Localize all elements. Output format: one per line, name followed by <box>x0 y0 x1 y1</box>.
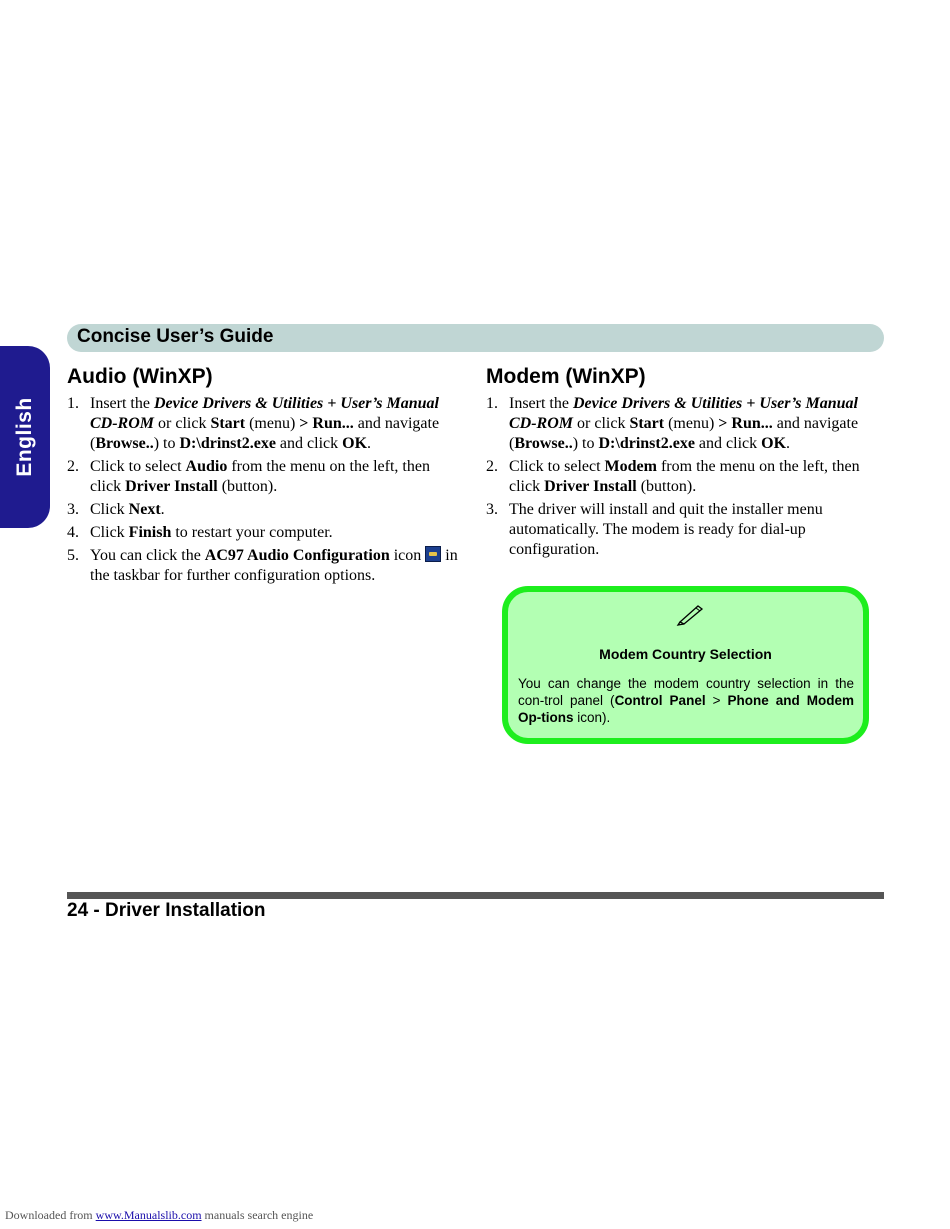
audio-step-1 <box>67 394 462 454</box>
note-title: Modem Country Selection <box>599 646 772 662</box>
step-text: in the taskbar for further configuration options. <box>90 547 458 584</box>
step-bold: Modem <box>604 458 657 475</box>
step-bold: Audio <box>185 458 228 475</box>
step-text: Click to select <box>90 458 186 475</box>
step-text: or click <box>573 415 630 432</box>
audio-section <box>67 364 462 589</box>
ac97-audio-icon <box>425 546 441 562</box>
note-text: icon). <box>573 710 611 725</box>
step-text: icon <box>389 547 426 564</box>
watermark <box>5 1208 313 1223</box>
step-text: (menu) <box>664 415 719 432</box>
modem-step-1 <box>486 394 881 454</box>
step-bold: > Run... <box>299 415 354 432</box>
step-text: ) to <box>572 435 599 452</box>
note-text: > <box>705 693 728 708</box>
step-number: 2. <box>67 458 79 475</box>
modem-steps <box>486 394 881 560</box>
step-text: and click <box>694 435 762 452</box>
step-number: 4. <box>67 524 79 541</box>
step-text: and navigate ( <box>509 415 859 452</box>
audio-step-5 <box>67 546 462 586</box>
step-text: (button). <box>636 478 697 495</box>
step-bold: Browse.. <box>95 435 154 452</box>
step-text: The driver will install and quit the installer menu automatically. The modem is ready for dial-up configuration. <box>509 501 823 558</box>
step-text: Click to select <box>509 458 605 475</box>
language-tab <box>0 346 50 528</box>
step-number: 3. <box>486 501 498 518</box>
step-number: 3. <box>67 501 79 518</box>
step-text: Insert the <box>509 395 573 412</box>
step-text: (button). <box>217 478 278 495</box>
step-number: 1. <box>486 395 498 412</box>
step-emphasis: Device Drivers & Utilities + User’s Manual CD-ROM <box>509 395 858 432</box>
step-bold: > Run... <box>718 415 773 432</box>
step-bold: Driver Install <box>544 478 637 495</box>
note-text: You can change the modem country selection in the con-trol panel ( <box>518 676 854 708</box>
watermark-prefix: Downloaded from <box>5 1208 96 1222</box>
note-body <box>518 675 854 726</box>
step-text: ) to <box>153 435 180 452</box>
step-text: . <box>160 501 165 518</box>
step-text: . <box>367 435 372 452</box>
modem-step-2 <box>486 457 881 497</box>
step-bold: D:\drinst2.exe <box>179 435 276 452</box>
watermark-suffix: manuals search engine <box>201 1208 314 1222</box>
step-bold: AC97 Audio Configuration <box>204 547 390 564</box>
step-text: You can click the <box>90 547 205 564</box>
step-number: 1. <box>67 395 79 412</box>
audio-steps <box>67 394 462 586</box>
step-text: from the menu on the left, then click <box>90 458 430 495</box>
note-box <box>502 586 869 744</box>
step-bold: Finish <box>128 524 172 541</box>
step-number: 5. <box>67 547 79 564</box>
step-text: Click <box>90 524 129 541</box>
note-bold: Control Panel <box>614 693 706 708</box>
note-bold: Phone and Modem Op-tions <box>518 693 854 725</box>
step-bold: Browse.. <box>514 435 573 452</box>
modem-heading: Modem (WinXP) <box>486 365 646 388</box>
step-text: or click <box>154 415 211 432</box>
page-footer: 24 - Driver Installation <box>67 900 266 921</box>
step-number: 2. <box>486 458 498 475</box>
step-bold: Next <box>128 501 161 518</box>
step-text: Insert the <box>90 395 154 412</box>
modem-section <box>486 364 881 563</box>
step-bold: OK <box>761 435 787 452</box>
audio-step-4 <box>67 523 462 543</box>
page-header-title: Concise User’s Guide <box>77 326 274 347</box>
modem-step-3 <box>486 500 881 560</box>
step-bold: Start <box>210 415 246 432</box>
step-text: to restart your computer. <box>171 524 333 541</box>
step-bold: D:\drinst2.exe <box>598 435 695 452</box>
step-text: and click <box>275 435 343 452</box>
step-bold: Driver Install <box>125 478 218 495</box>
step-text: Click <box>90 501 129 518</box>
watermark-link[interactable]: www.Manualslib.com <box>95 1208 202 1222</box>
step-bold: OK <box>342 435 368 452</box>
step-text: (menu) <box>245 415 300 432</box>
audio-heading: Audio (WinXP) <box>67 365 213 388</box>
step-emphasis: Device Drivers & Utilities + User’s Manual CD-ROM <box>90 395 439 432</box>
footer-divider <box>67 892 884 899</box>
audio-step-3 <box>67 500 462 520</box>
header-bar <box>67 324 884 352</box>
step-text: . <box>786 435 791 452</box>
audio-step-2 <box>67 457 462 497</box>
pen-icon <box>676 602 706 626</box>
step-text: from the menu on the left, then click <box>509 458 860 495</box>
language-tab-label: English <box>13 397 36 477</box>
step-bold: Start <box>629 415 665 432</box>
step-text: and navigate ( <box>90 415 440 452</box>
